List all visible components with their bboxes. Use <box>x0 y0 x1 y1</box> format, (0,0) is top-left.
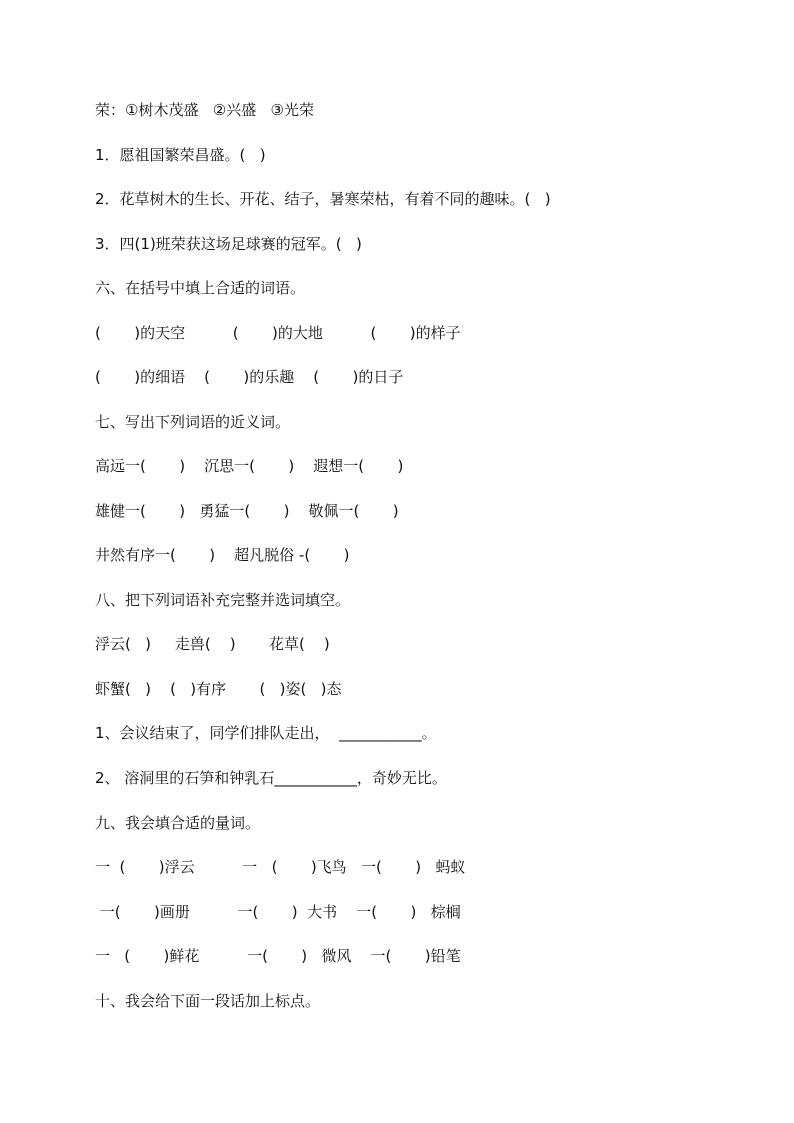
blank-sentence: 2、 溶洞里的石笋和钟乳石___________，奇妙无比。 <box>95 769 447 787</box>
synonym-line: 井然有序一( ) 超凡脱俗 -( ) <box>95 546 350 564</box>
measure-word-line: 一 ( )浮云 一 ( )飞鸟 一( ) 蚂蚁 <box>95 858 466 876</box>
synonym-line: 雄健一( ) 勇猛一( ) 敬佩一( ) <box>95 502 399 520</box>
section-heading-6: 六、在括号中填上合适的词语。 <box>95 279 306 297</box>
section-heading-8: 八、把下列词语补充完整并选词填空。 <box>95 591 351 609</box>
idiom-line: 虾蟹( ) ( )有序 ( )姿( )态 <box>95 680 342 698</box>
measure-word-line: 一( )画册 一( ) 大书 一( ) 棕榈 <box>95 903 461 921</box>
section-heading-7: 七、写出下列词语的近义词。 <box>95 413 291 431</box>
question-item-3: 3．四(1)班荣获这场足球赛的冠军。( ) <box>95 235 362 253</box>
idiom-line: 浮云( ) 走兽( ) 花草( ) <box>95 635 330 653</box>
measure-word-line: 一 ( )鲜花 一( ) 微风 一( )铅笔 <box>95 947 461 965</box>
fill-line: ( )的细语 ( )的乐趣 ( )的日子 <box>95 368 404 386</box>
fill-line: ( )的天空 ( )的大地 ( )的样子 <box>95 324 461 342</box>
section-heading-9: 九、我会填合适的量词。 <box>95 814 261 832</box>
synonym-line: 高远一( ) 沉思一( ) 遐想一( ) <box>95 457 404 475</box>
question-item-2: 2．花草树木的生长、开花、结子，暑寒荣枯，有着不同的趣味。( ) <box>95 190 551 208</box>
question-item-1: 1．愿祖国繁荣昌盛。( ) <box>95 146 266 164</box>
section-heading-10: 十、我会给下面一段话加上标点。 <box>95 992 321 1010</box>
definition-line: 荣：①树木茂盛 ②兴盛 ③光荣 <box>95 101 314 119</box>
blank-sentence: 1、会议结束了，同学们排队走出， ___________。 <box>95 724 437 742</box>
